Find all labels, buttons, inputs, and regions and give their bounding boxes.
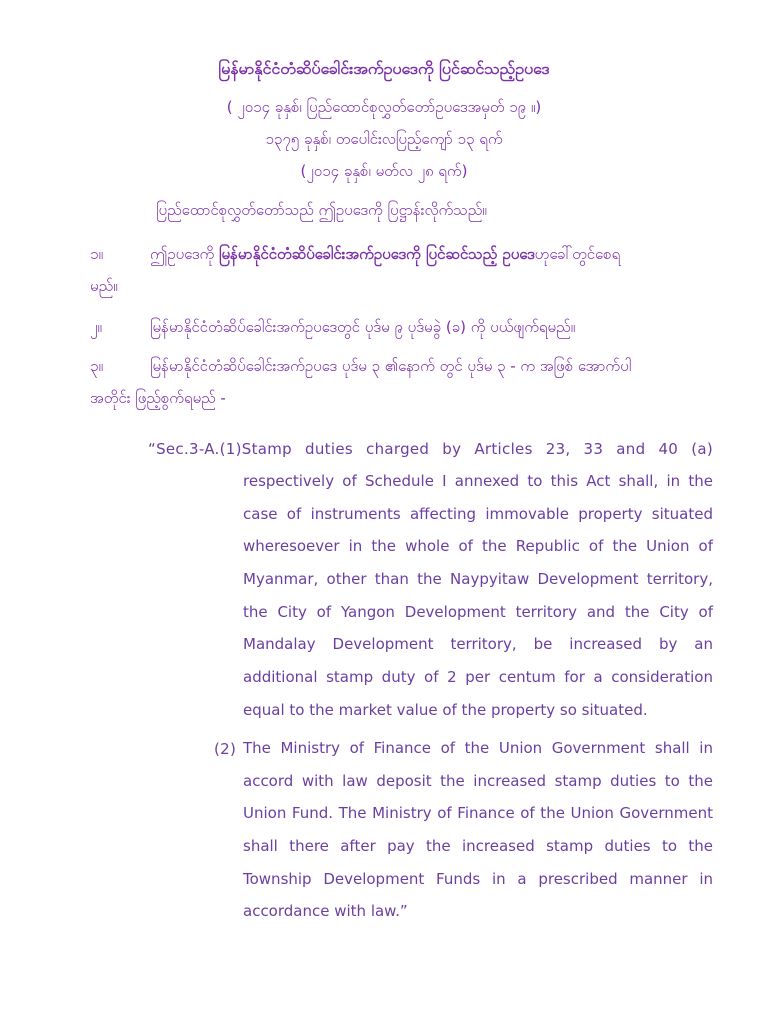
quote-line: Mandalay Development territory, be increased by an bbox=[243, 635, 713, 654]
section-1-text bbox=[150, 245, 620, 267]
quote-line: respectively of Schedule I annexed to this Act shall, in the bbox=[243, 472, 713, 490]
quote-line: accord with law deposit the increased stamp duties to the bbox=[243, 771, 713, 790]
section-1-number: ၁။ bbox=[90, 245, 103, 263]
quote-sub-2-number: (2) bbox=[214, 740, 237, 758]
section-3-number: ၃။ bbox=[90, 357, 103, 375]
quote-line: additional stamp duty of 2 per centum for a consideration bbox=[243, 668, 713, 687]
gregorian-date: (၂၀၁၄ ခုနှစ်၊ မတ်လ ၂၈ ရက်) bbox=[300, 162, 468, 180]
quote-line: The Ministry of Finance of the Union Government shall in bbox=[243, 739, 713, 757]
section-1-short-title: မြန်မာနိုင်ငံတံဆိပ်ခေါင်းအက်ဥပဒေကို ပြင်ဆင်သည့် ဥပဒေ bbox=[219, 245, 535, 263]
quote-line: Union Fund. The Ministry of Finance of the Union Government bbox=[243, 804, 713, 823]
quote-sec-3a-2-body bbox=[243, 732, 713, 928]
section-1-tail: ဟုခေါ်တွင်စေရ bbox=[534, 245, 621, 263]
quote-line: Myanmar, other than the Naypyitaw Development territory, bbox=[243, 570, 713, 589]
law-title: မြန်မာနိုင်ငံတံဆိပ်ခေါင်းအက်ဥပဒေကို ပြင်ဆင်သည့်ဥပဒေ bbox=[218, 59, 550, 78]
section-3-text: မြန်မာနိုင်ငံတံဆိပ်ခေါင်းအက်ဥပဒေ ပုဒ်မ ၃ ၏နောက် တွင် ပုဒ်မ ၃ - က အဖြစ် အောက်ပါ bbox=[150, 357, 632, 375]
section-2-text: မြန်မာနိုင်ငံတံဆိပ်ခေါင်းအက်ဥပဒေတွင် ပုဒ်မ ၉ ပုဒ်မခွဲ (ခ) ကို ပယ်ဖျက်ရမည်။ bbox=[150, 318, 576, 336]
quote-line: shall there after pay the increased stamp duties to the bbox=[243, 837, 713, 856]
quote-sec-3a-1-body bbox=[243, 465, 713, 727]
law-number: ( ၂၀၁၄ ခုနှစ်၊ ပြည်ထောင်စုလွှတ်တော်ဥပဒေအမှတ် ၁၉ ။) bbox=[226, 98, 542, 116]
section-3-continuation: အတိုင်း ဖြည့်စွက်ရမည် - bbox=[90, 389, 226, 407]
quote-line: equal to the market value of the property so situated. bbox=[243, 700, 648, 719]
enactment-clause: ပြည်ထောင်စုလွှတ်တော်သည် ဤဥပဒေကို ပြဋ္ဌာန်းလိုက်သည်။ bbox=[156, 201, 487, 219]
section-1-continuation: မည်။ bbox=[90, 277, 118, 295]
quote-line: wheresoever in the whole of the Republic of the Union of bbox=[243, 537, 713, 556]
quote-line: accordance with law.” bbox=[243, 902, 408, 921]
quote-line: case of instruments affecting immovable property situated bbox=[243, 504, 713, 523]
quote-line: the City of Yangon Development territory and the City of bbox=[243, 602, 713, 621]
section-1-intro: ဤဥပဒေကို bbox=[150, 245, 215, 263]
quote-sec-3a-lead: “Sec.3-A.(1)Stamp duties charged by Articles 23, 33 and 40 (a) bbox=[148, 440, 713, 458]
myanmar-date: ၁၃၇၅ ခုနှစ်၊ တပေါင်းလပြည့်ကျော် ၁၃ ရက် bbox=[265, 130, 503, 148]
quote-line: Township Development Funds in a prescribed manner in bbox=[243, 869, 713, 888]
section-2-number: ၂။ bbox=[90, 318, 102, 336]
